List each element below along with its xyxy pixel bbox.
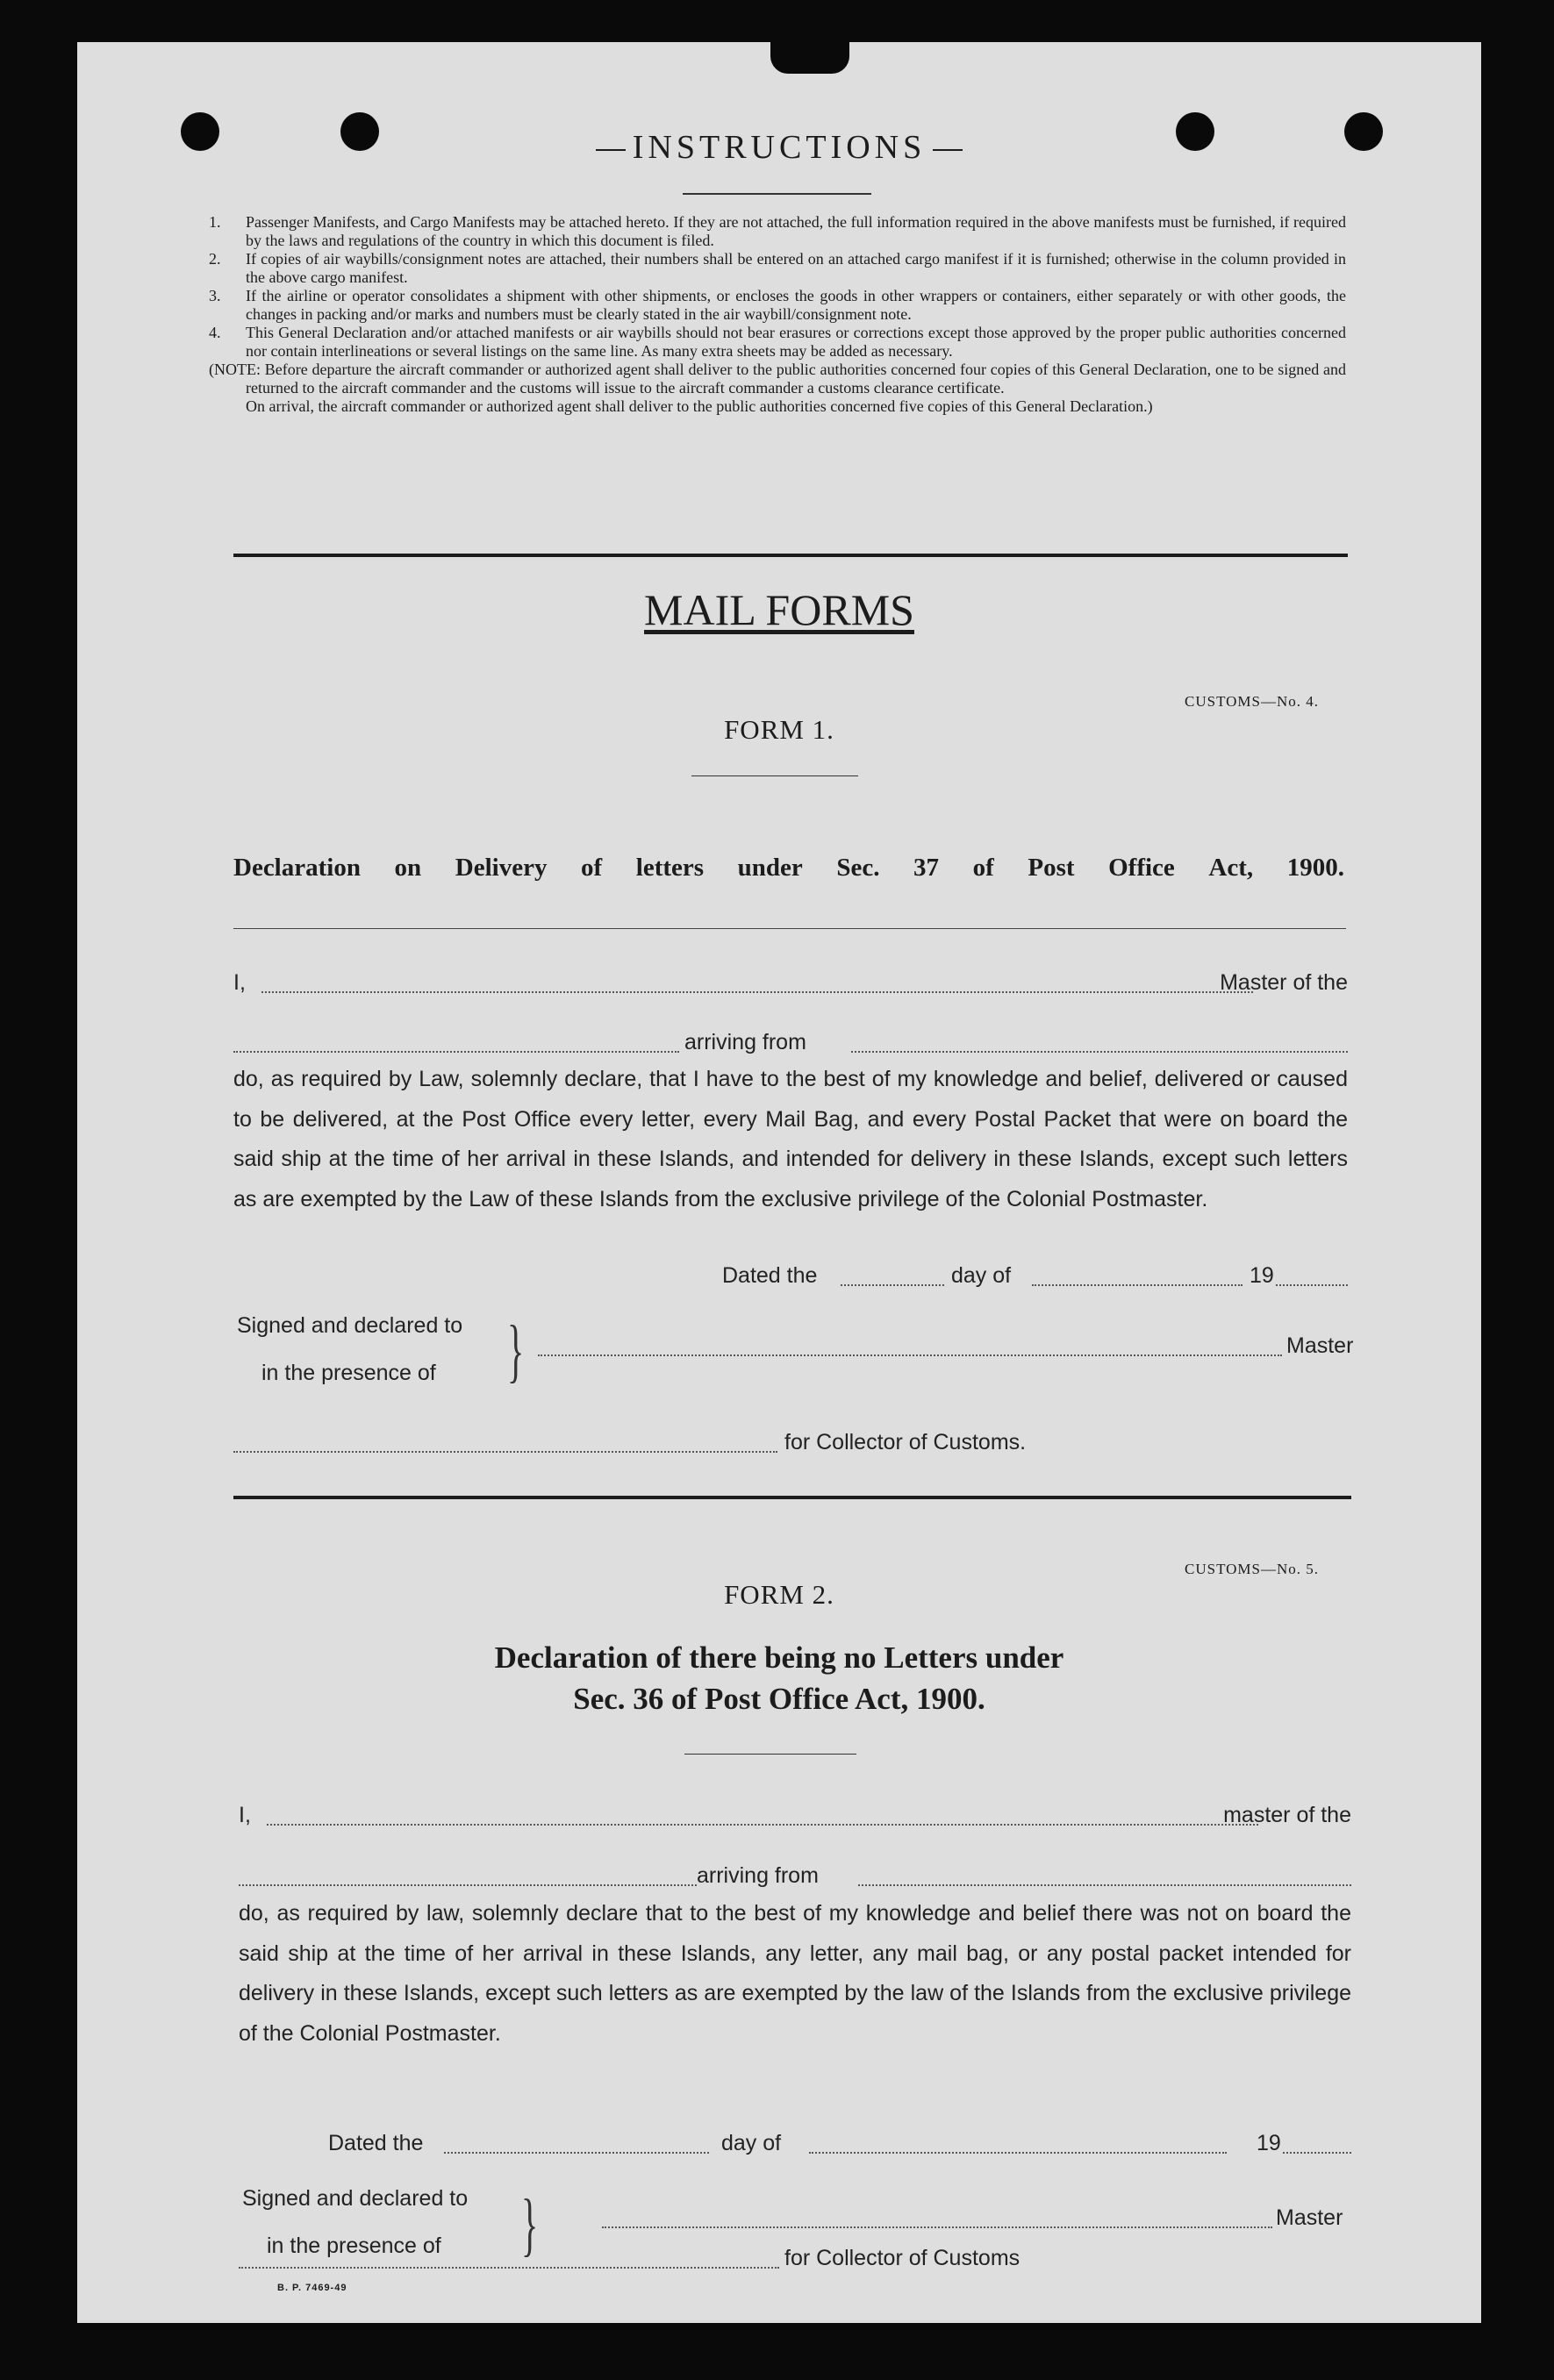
instruction-item (209, 250, 1346, 287)
form2-title-line1: Declaration of there being no Letters under (494, 1640, 1064, 1675)
form1-brace: } (507, 1312, 525, 1390)
form2-signed-line1: Signed and declared to (242, 2186, 469, 2211)
form2-signed-line2: in the presence of (267, 2233, 441, 2258)
form2-collector-field[interactable] (239, 2267, 779, 2269)
form1-ship-field[interactable] (233, 1051, 679, 1053)
document-page (77, 42, 1481, 2323)
declaration-word: of (581, 854, 603, 882)
form1-dated-the: Dated the (722, 1263, 818, 1288)
form1-master-signature-field[interactable] (538, 1354, 1282, 1356)
form2-day-of: day of (721, 2131, 782, 2155)
instruction-number: 3. (209, 287, 221, 304)
form1-i-label: I, (233, 970, 246, 995)
form2-year-field[interactable] (1283, 2152, 1351, 2154)
form1-month-field[interactable] (1032, 1284, 1242, 1286)
form2-i-label: I, (239, 1803, 251, 1827)
form2-for-collector: for Collector of Customs (784, 2246, 1020, 2270)
form2-customs-number: CUSTOMS—No. 5. (1185, 1561, 1320, 1577)
form1-master-of-the: Master of the (1220, 970, 1348, 995)
form1-day-of: day of (951, 1263, 1012, 1288)
declaration-word: Delivery (455, 854, 548, 882)
declaration-word: Post (1028, 854, 1075, 882)
form1-title-rule (233, 928, 1346, 929)
instruction-number: 1. (209, 213, 221, 231)
form2-year-prefix: 19 (1257, 2131, 1281, 2155)
form1-label-underline (691, 775, 858, 776)
form1-declaration-title (233, 854, 1344, 883)
instruction-item (209, 324, 1346, 361)
form1-body: do, as required by Law, solemnly declare, that I have to the best of my knowledge and belief, delivered or caused to be delivered, at the Post Office every letter, every Mail Bag, and every Postal Packet that were on board the said ship at the time of her arrival in these Islands, and intended for delivery in these Islands, except such letters as are exempted by the Law of these Islands from the exclusive privilege of the Colonial Postmaster. (233, 1067, 1348, 1211)
instruction-item (209, 213, 1346, 250)
declaration-word: Declaration (233, 854, 361, 882)
form1-day-field[interactable] (841, 1284, 944, 1286)
section-divider (233, 554, 1348, 557)
form1-year-prefix: 19 (1250, 1263, 1274, 1288)
declaration-word: under (737, 854, 803, 882)
form2-label: FORM 2. (724, 1579, 834, 1610)
form-divider (233, 1496, 1351, 1499)
form2-body: do, as required by law, solemnly declare that to the best of my knowledge and belief there was not on board the said ship at the time of her arrival in these Islands, any letter, any mail bag, or any postal packet intended for delivery in these Islands, except such letters as are exempted by the law of the Islands from the exclusive privilege of the Colonial Postmaster. (239, 1901, 1351, 2046)
form2-master-of-the: master of the (1223, 1803, 1351, 1827)
instruction-text: If the airline or operator consolidates a shipment with other shipments, or encloses the goods in other wrappers or containers, either separately or with other goods, the changes in packing and/or marks and numbers must be clearly stated in the air waybill/consignment note. (246, 287, 1346, 323)
instruction-number: 4. (209, 324, 221, 341)
declaration-word: Sec. (836, 854, 880, 882)
mail-forms-title: MAIL FORMS (644, 585, 914, 634)
instruction-item (209, 287, 1346, 324)
form2-origin-field[interactable] (858, 1884, 1351, 1886)
form2-dated-the: Dated the (328, 2131, 424, 2155)
form1-arriving-from: arriving from (684, 1030, 806, 1054)
instruction-text: Passenger Manifests, and Cargo Manifests may be attached hereto. If they are not attached, the full information required in the above manifests must be furnished, if required by the laws and regulations of the country in which this document is filed. (246, 213, 1346, 249)
instructions-list (209, 213, 1346, 416)
form1-customs-number: CUSTOMS—No. 4. (1185, 693, 1320, 710)
form2-arriving-from: arriving from (697, 1863, 819, 1888)
form2-master-signature-field[interactable] (602, 2226, 1272, 2228)
instructions-note: (NOTE: Before departure the aircraft commander or authorized agent shall deliver to the public authorities concerned four copies of this General Declaration, one to be signed and returned to the aircraft commander and the customs will issue to the aircraft commander a customs clearance certificate. (209, 361, 1346, 397)
footer-code: B. P. 7469-49 (277, 2283, 347, 2293)
form2-brace: } (521, 2186, 539, 2263)
form2-title-underline (684, 1754, 856, 1755)
instructions-note-arrival: On arrival, the aircraft commander or authorized agent shall deliver to the public authorities concerned five copies of this General Declaration.) (246, 397, 1153, 415)
form2-month-field[interactable] (809, 2152, 1227, 2154)
form1-master: Master (1286, 1333, 1354, 1358)
instructions-underline (683, 193, 871, 195)
instruction-text: This General Declaration and/or attached manifests or air waybills should not bear erasures or corrections except those approved by the proper public authorities concerned nor contain interlineations or several listings on the same line. As many extra sheets may be added as necessary. (246, 324, 1346, 360)
form1-signed-line2: in the presence of (261, 1361, 436, 1385)
form1-signed-line1: Signed and declared to (237, 1313, 463, 1338)
form2-day-field[interactable] (444, 2152, 709, 2154)
declaration-word: letters (635, 854, 705, 882)
instruction-text: If copies of air waybills/consignment notes are attached, their numbers shall be entered on an attached cargo manifest if it is furnished; otherwise in the column provided in the above cargo manifest. (246, 250, 1346, 286)
binder-tab (770, 42, 849, 74)
form1-label: FORM 1. (724, 714, 834, 745)
declaration-word: on (394, 854, 422, 882)
form2-ship-field[interactable] (239, 1884, 697, 1886)
instruction-number: 2. (209, 250, 221, 268)
form2-title-line2: Sec. 36 of Post Office Act, 1900. (573, 1682, 985, 1716)
declaration-word: Act, (1208, 854, 1254, 882)
form1-collector-field[interactable] (233, 1451, 777, 1453)
declaration-word: 37 (913, 854, 940, 882)
instructions-title: INSTRUCTIONS (77, 128, 1481, 167)
declaration-word: Office (1108, 854, 1175, 882)
form1-year-field[interactable] (1276, 1284, 1348, 1286)
form1-for-collector: for Collector of Customs. (784, 1430, 1027, 1454)
declaration-word: of (972, 854, 994, 882)
form2-master: Master (1276, 2205, 1343, 2230)
declaration-word: 1900. (1286, 854, 1344, 882)
form1-name-field[interactable] (261, 991, 1253, 993)
form1-origin-field[interactable] (851, 1051, 1348, 1053)
form2-name-field[interactable] (267, 1824, 1258, 1826)
